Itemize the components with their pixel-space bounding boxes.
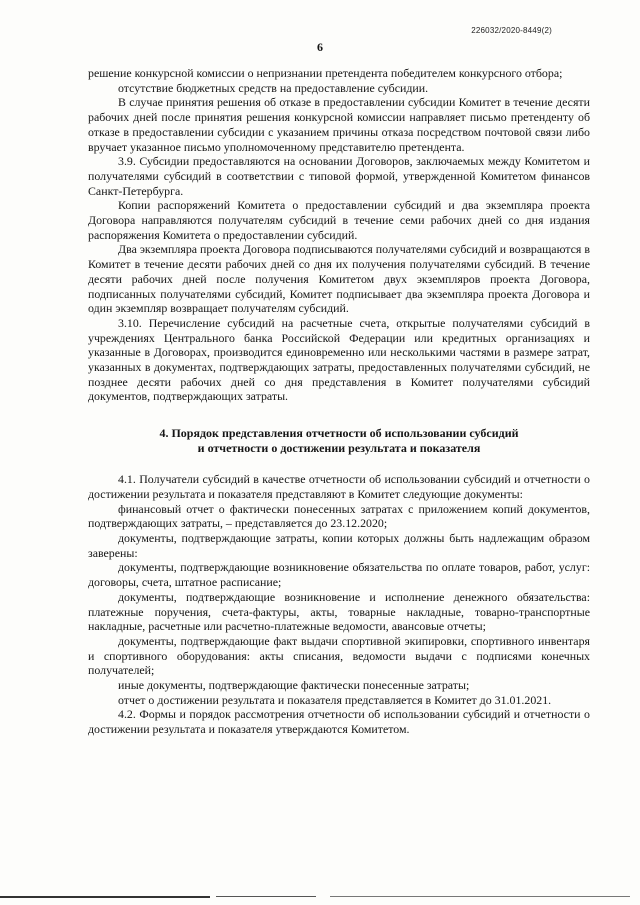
paragraph: финансовый отчет о фактически понесенных затратах с приложением копий документов, подтверждающих затраты, – представляется до 23.12.2020; <box>88 501 590 531</box>
paragraph: 4.1. Получатели субсидий в качестве отчетности об использовании субсидий и отчетности о достижении результата и показателя представляют в Комитет следующие документы: <box>88 472 590 501</box>
paragraph: 4.2. Формы и порядок рассмотрения отчетности об использовании субсидий и отчетности о достижении результата и показателя утверждаются Комитетом. <box>88 707 590 737</box>
paragraph: В случае принятия решения об отказе в предоставлении субсидии Комитет в течение десяти рабочих дней после принятия решения конкурсной комиссии направляет письмо претенденту об отказе в предоставлении субсидии с указанием причины отказа посредством почтовой связи либо вручает указанное письмо уполномоченному представителю претендента. <box>88 95 590 154</box>
scan-artifact-line <box>330 896 630 897</box>
paragraph: отчет о достижении результата и показателя представляется в Комитет до 31.01.2021. <box>118 692 552 707</box>
document-number: 226032/2020-8449(2) <box>471 26 552 35</box>
page-number: 6 <box>317 40 323 54</box>
section-heading <box>88 426 590 456</box>
paragraph: Два экземпляра проекта Договора подписываются получателями субсидий и возвращаются в Комитет в течение десяти рабочих дней со дня их получения получателями субсидий. В течение десяти рабочих дней после получения Комитетом двух экземпляров проекта Договора, подписанных получателями субсидий, Комитет подписывает два экземпляра проекта Договора и один экземпляр возвращает получателям субсидий. <box>88 242 590 316</box>
paragraph: иные документы, подтверждающие фактически понесенные затраты; <box>118 678 470 693</box>
scan-artifact-line <box>0 896 210 898</box>
paragraph: документы, подтверждающие факт выдачи спортивной экипировки, спортивного инвентаря и спортивного оборудования: акты списания, ведомости выдачи с подписями конечных получателей; <box>88 633 590 678</box>
paragraph: решение конкурсной комиссии о непризнании претендента победителем конкурсного отбора; <box>88 66 563 80</box>
paragraph: отсутствие бюджетных средств на предоставление субсидии. <box>118 80 429 95</box>
paragraph: 3.10. Перечисление субсидий на расчетные счета, открытые получателями субсидий в учреждениях Центрального банка Российской Федерации или кредитных организациях и указанные в Договорах, производится единовременно или несколькими частями в размере затрат, указанных в документах, подтверждающих затраты, предоставленных получателями субсидий, не позднее десяти рабочих дней со дня представления в Комитет получателями субсидий документов, подтверждающих затраты. <box>88 315 590 404</box>
section-heading-line: и отчетности о достижении результата и показателя <box>197 441 481 456</box>
scan-artifact-line <box>216 896 316 897</box>
document-body <box>88 66 590 737</box>
paragraph: документы, подтверждающие возникновение обязательства по оплате товаров, работ, услуг: договоры, счета, штатное расписание; <box>88 560 590 590</box>
paragraph: документы, подтверждающие затраты, копии которых должны быть надлежащим образом заверены: <box>88 530 590 560</box>
section-heading-line: 4. Порядок представления отчетности об использовании субсидий <box>159 426 519 441</box>
paragraph: Копии распоряжений Комитета о предоставлении субсидий и два экземпляра проекта Договора направляются получателям субсидий в течение семи рабочих дней со дня издания распоряжения Комитета о предоставлении субсидий. <box>88 198 590 242</box>
paragraph: документы, подтверждающие возникновение и исполнение денежного обязательства: платежные поручения, счета-фактуры, акты, товарные накладные, товарно-транспортные накладные, расчетные или расчетно-платежные ведомости, авансовые отчеты; <box>88 589 590 634</box>
paragraph: 3.9. Субсидии предоставляются на основании Договоров, заключаемых между Комитетом и получателями субсидий в соответствии с типовой формой, утвержденной Комитетом финансов Санкт-Петербурга. <box>88 154 590 198</box>
